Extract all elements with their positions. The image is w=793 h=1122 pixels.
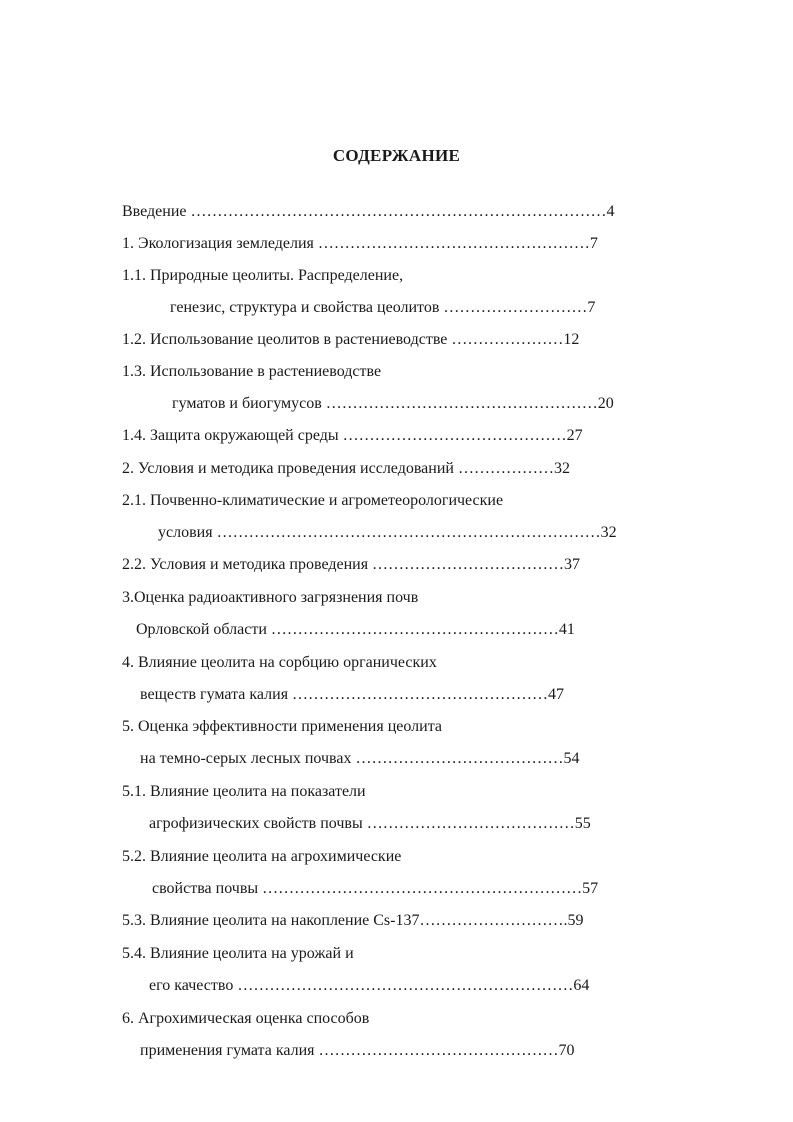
toc-line: его качество ………………………………………………………64 xyxy=(149,977,590,994)
toc-line: условия ………………………………………………………………32 xyxy=(158,524,617,541)
toc-line: на темно-серых лесных почвах …………………………………54 xyxy=(140,750,580,767)
toc-line: 2.2. Условия и методика проведения ………………………………37 xyxy=(122,556,581,573)
toc-line: веществ гумата калия …………………………………………47 xyxy=(140,686,565,703)
toc-line: генезис, структура и свойства цеолитов ………………………7 xyxy=(170,299,596,316)
toc-line: агрофизических свойств почвы …………………………………55 xyxy=(149,815,591,832)
toc-line: 5.1. Влияние цеолита на показатели xyxy=(122,783,366,800)
toc-line: 1.4. Защита окружающей среды ……………………………………27 xyxy=(122,427,583,444)
toc-line: свойства почвы ……………………………………………………57 xyxy=(152,880,599,897)
toc-line: гуматов и биогумусов ……………………………………………20 xyxy=(172,395,614,412)
toc-line: 4. Влияние цеолита на сорбцию органических xyxy=(122,654,437,671)
toc-line: Орловской области ………………………………………………41 xyxy=(136,621,575,638)
toc-line: применения гумата калия ………………………………………70 xyxy=(140,1042,575,1059)
toc-line: 3.Оценка радиоактивного загрязнения почв xyxy=(122,589,419,606)
toc-line: 1.3. Использование в растениеводстве xyxy=(122,363,382,380)
toc-line: 5.3. Влияние цеолита на накопление Cs-137……………………….59 xyxy=(122,912,584,929)
toc-line: 1. Экологизация земледелия ……………………………………………7 xyxy=(122,235,598,252)
toc-line: 1.2. Использование цеолитов в растениеводстве …………………12 xyxy=(122,331,580,348)
page-title: СОДЕРЖАНИЕ xyxy=(332,146,461,165)
toc-line: 5.4. Влияние цеолита на урожай и xyxy=(122,945,354,962)
toc-line: 5.2. Влияние цеолита на агрохимические xyxy=(122,848,402,865)
toc-line: 5. Оценка эффективности применения цеолита xyxy=(122,718,443,735)
toc-line: 2.1. Почвенно-климатические и агрометеорологические xyxy=(122,492,504,509)
toc-line: 1.1. Природные цеолиты. Распределение, xyxy=(122,267,404,284)
toc-line: Введение ……………………………………………………………………4 xyxy=(122,203,615,220)
toc-line: 6. Агрохимическая оценка способов xyxy=(122,1010,370,1027)
toc-line: 2. Условия и методика проведения исследований ………………32 xyxy=(122,460,570,477)
